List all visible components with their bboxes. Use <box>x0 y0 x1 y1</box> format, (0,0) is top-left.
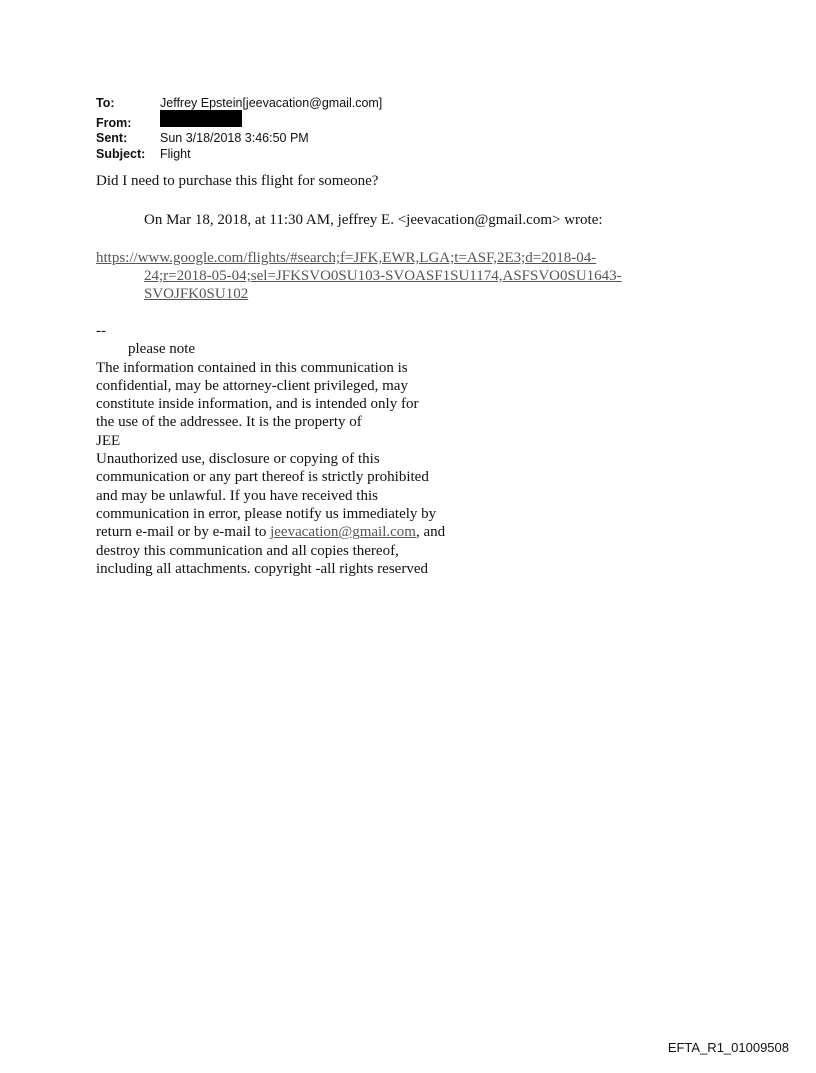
disclaimer-line: The information contained in this communication is <box>96 359 408 376</box>
redaction-box <box>160 110 242 127</box>
subject-row <box>96 147 382 163</box>
message-text: Did I need to purchase this flight for someone? <box>96 173 379 189</box>
flight-link-block <box>96 249 676 303</box>
subject-value: Flight <box>160 146 191 161</box>
disclaimer-line: communication in error, please notify us immediately by <box>96 505 437 522</box>
disclaimer-line: Unauthorized use, disclosure or copying of this <box>96 451 380 468</box>
disclaimer-line: JEE <box>96 432 121 449</box>
from-row <box>96 112 382 132</box>
sent-label: Sent: <box>96 131 128 145</box>
from-label: From: <box>96 115 132 130</box>
to-label: To: <box>96 96 115 110</box>
disclaimer-line: including all attachments. copyright -all rights reserved <box>96 560 428 577</box>
disclaimer-line: and may be unlawful. If you have received this <box>96 487 378 504</box>
email-line-prefix: return e-mail or by e-mail to <box>96 524 271 541</box>
to-value: Jeffrey Epstein[jeevacation@gmail.com] <box>160 96 383 110</box>
subject-label: Subject: <box>96 146 146 161</box>
email-header <box>96 96 382 162</box>
sent-value: Sun 3/18/2018 3:46:50 PM <box>160 131 309 145</box>
email-link[interactable]: jeevacation@gmail.com <box>270 524 416 541</box>
email-line-suffix: , and <box>415 524 446 541</box>
flight-link-line <box>96 285 676 303</box>
flight-link-line <box>96 267 676 285</box>
disclaimer-line: destroy this communication and all copies thereof, <box>96 542 399 559</box>
quote-intro: On Mar 18, 2018, at 11:30 AM, jeffrey E. <jeevacation@gmail.com> wrote: <box>144 212 603 228</box>
sent-row <box>96 131 382 147</box>
disclaimer-line: confidential, may be attorney-client privileged, may <box>96 377 408 394</box>
signature-separator: -- <box>96 323 106 339</box>
disclaimer-line: communication or any part thereof is strictly prohibited <box>96 469 429 486</box>
flight-link-line <box>96 249 676 267</box>
signature-note: please note <box>128 341 196 358</box>
signature-block <box>96 322 516 578</box>
flight-link-part-2[interactable]: 24;r=2018-05-04;sel=JFKSVO0SU103-SVOASF1SU1174,ASFSVO0SU1643- <box>144 268 622 284</box>
flight-link-part-1[interactable]: https://www.google.com/flights/#search;f=JFK,EWR,LGA;t=ASF,2E3;d=2018-04- <box>96 250 597 266</box>
disclaimer-email-line <box>96 523 516 541</box>
disclaimer-line: constitute inside information, and is intended only for <box>96 396 419 413</box>
document-id: EFTA_R1_01009508 <box>667 1040 789 1055</box>
flight-link-part-3[interactable]: SVOJFK0SU102 <box>144 286 249 302</box>
disclaimer-line: the use of the addressee. It is the property of <box>96 414 362 431</box>
